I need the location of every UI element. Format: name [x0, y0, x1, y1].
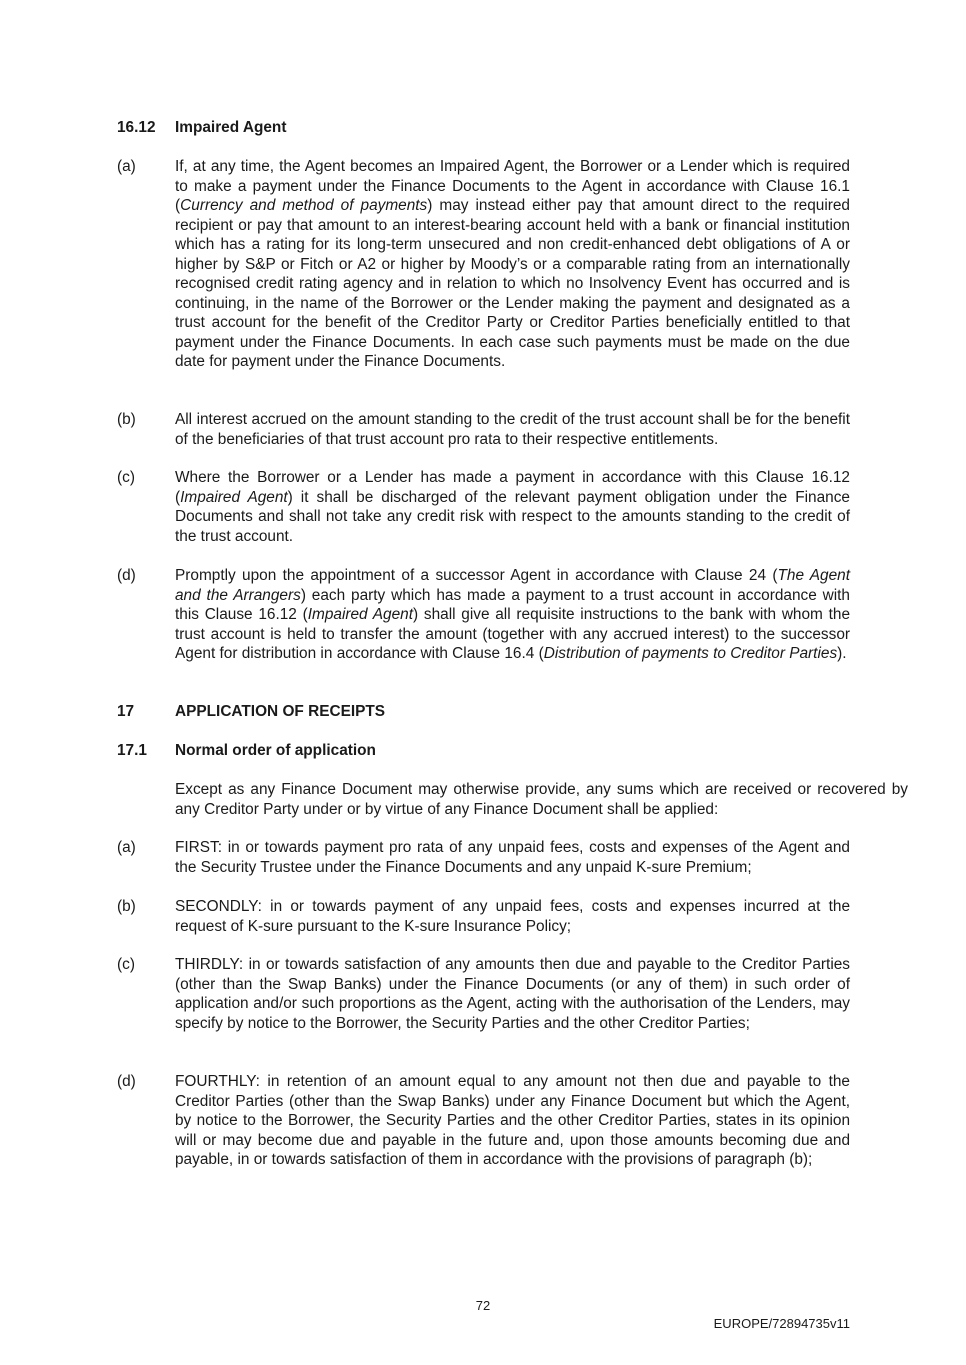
paragraph-16-12-d [117, 566, 850, 664]
section-title: Impaired Agent [175, 119, 287, 136]
paragraph-label: (b) [117, 411, 136, 428]
section-heading-17-1 [117, 741, 850, 761]
clause-reference: Impaired Agent [180, 488, 288, 506]
paragraph-17-1-c [117, 955, 850, 1033]
text-run: ) it shall be discharged of the relevant payment obligation under the Finance Documents and shall not take any credit risk with respect to the amounts standing to the credit of the trust account. [175, 488, 850, 545]
section-title: Normal order of application [175, 742, 376, 759]
paragraph-16-12-b [117, 410, 850, 449]
clause-reference: Currency and method of payments [180, 197, 428, 214]
paragraph-16-12-c [117, 468, 850, 546]
text-run: Promptly upon the appointment of a successor Agent in accordance with Clause 24 ( [175, 567, 778, 584]
text-run: Where the Borrower or a Lender has made a payment in accordance with this Clause 16.12 ( [175, 469, 850, 506]
text-run: ) each party which has made a payment to a trust account in accordance with this Clause 16.12 ( [175, 586, 850, 623]
paragraph-label: (b) [117, 898, 136, 915]
paragraph-text: FOURTHLY: in retention of an amount equal to any amount not then due and payable to the Creditor Parties (other than the Swap Banks) under any Finance Document but which the Agent, by notice to the Borrower, the Security Parties and the other Creditor Parties, states in its opinion will or may become due and payable in the future and, upon those amounts becoming due and payable, in or towards satisfaction of them in accordance with the provisions of paragraph (b); [175, 1073, 850, 1168]
section-heading-17 [117, 702, 850, 722]
paragraph-label: (d) [117, 567, 136, 584]
section-title: APPLICATION OF RECEIPTS [175, 703, 386, 720]
text-run: ). [837, 645, 847, 662]
document-reference: EUROPE/72894735v11 [713, 1316, 850, 1331]
section-number: 17.1 [117, 742, 147, 759]
text-run: ) shall give all requisite instructions to the bank with whom the trust account is held to transfer the amount (together with any accrued interest) to the successor Agent for distribution in accordance with Clause 16.4 ( [175, 606, 851, 662]
paragraph-text: FIRST: in or towards payment pro rata of any unpaid fees, costs and expenses of the Agent and the Security Trustee under the Finance Documents and any unpaid K-sure Premium; [175, 839, 850, 876]
paragraph-17-1-a [117, 838, 850, 877]
section-intro: Except as any Finance Document may otherwise provide, any sums which are received or recovered by any Creditor Party under or by virtue of any Finance Document shall be applied: [175, 781, 908, 818]
section-number: 16.12 [117, 119, 156, 136]
paragraph-label: (c) [117, 469, 135, 486]
paragraph-text [175, 566, 850, 664]
text-run: All interest accrued on the amount standing to the credit of the trust account shall be for the benefit of the beneficiaries of that trust account pro rata to their respective entitlements. [175, 411, 850, 448]
paragraph-label: (a) [117, 158, 136, 175]
paragraph-16-12-a [117, 157, 850, 372]
text-run: If, at any time, the Agent becomes an Impaired Agent, the Borrower or a Lender which is required to make a payment under the Finance Documents to the Agent in accordance with Clause 16.1 ( [175, 158, 850, 214]
paragraph-text [175, 157, 850, 372]
paragraph-label: (a) [117, 839, 136, 856]
paragraph-label: (d) [117, 1073, 136, 1090]
text-run: ) may instead either pay that amount direct to the required recipient or pay that amount to an interest-bearing account held with a bank or financial institution which has a rating for its long-term unsecured and non credit-enhanced debt obligations of A or higher by S&P or Fitch or A2 or higher by Moody’s or a comparable rating from an internationally recognised credit rating agency and in relation to which no Insolvency Event has occurred and is continuing, in the name of the Borrower or the Lender making the payment and designated as a trust account for the benefit of the Creditor Party or Creditor Parties beneficially entitled to that payment under the Finance Documents. In each case such payments must be made on the due date for payment under the Finance Documents. [175, 197, 850, 370]
paragraph-text [175, 468, 850, 546]
paragraph-label: (c) [117, 956, 135, 973]
section-heading-16-12 [117, 118, 850, 138]
clause-reference: Impaired Agent [307, 606, 414, 623]
clause-reference: Distribution of payments to Creditor Parties [543, 645, 838, 662]
paragraph-text [175, 410, 850, 449]
paragraph-text: THIRDLY: in or towards satisfaction of any amounts then due and payable to the Creditor Parties (other than the Swap Banks) under the Finance Documents (or any of them) in such order of application and/or such proportions as the Agent, acting with the authorisation of the Lenders, may specify by notice to the Borrower, the Security Parties and the other Creditor Parties; [175, 956, 850, 1032]
paragraph-17-1-b [117, 897, 850, 936]
section-number: 17 [117, 703, 135, 720]
clause-reference: The Agent and the Arrangers [175, 567, 851, 604]
paragraph-17-1-d [117, 1072, 850, 1170]
paragraph-text: SECONDLY: in or towards payment of any unpaid fees, costs and expenses incurred at the request of K-sure pursuant to the K-sure Insurance Policy; [175, 898, 850, 935]
page-number: 72 [475, 1298, 491, 1313]
